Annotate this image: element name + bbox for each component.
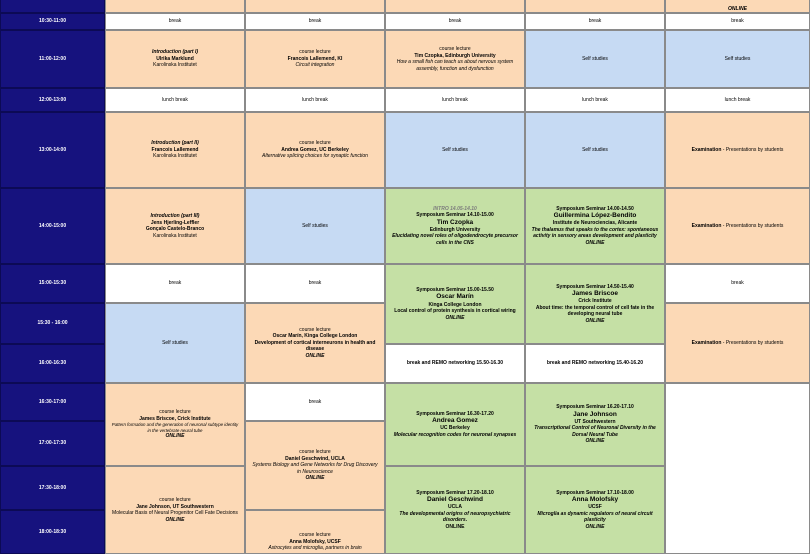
lecturer-name: James Briscoe, Crick Institute: [139, 415, 211, 422]
tue-marin-lecture: [245, 303, 385, 383]
lecture-type: course lecture: [299, 49, 331, 56]
thu-johnson-symposium: [525, 383, 665, 466]
wed-czopka-lecture: [385, 30, 525, 88]
exam-label: Examination: [691, 339, 722, 346]
speaker-name: Tim Czopka: [436, 218, 474, 226]
online-label: ONLINE: [445, 314, 465, 321]
wed-czopka-symposium: [385, 188, 525, 264]
symposium-header: Symposium Seminar 16.30-17.20: [416, 410, 494, 417]
symposium-header: Symposium Seminar 14.50-15.40: [556, 283, 634, 290]
institution: UC Berkeley: [440, 425, 470, 432]
lecturer-name: Francois Lallemend, KI: [287, 55, 343, 62]
lecture-topic: Molecular Basis of Neural Progenitor Cell Fate Decisions: [112, 510, 238, 516]
wed-geschwind-symposium: [385, 466, 525, 554]
exam-text: - Presentations by students: [721, 222, 784, 229]
lecture-title: Introduction (part I): [151, 49, 199, 56]
institution: Institute de Neurociencias, Alicante: [552, 220, 638, 227]
lecture-type: course lecture: [159, 409, 191, 416]
talk-topic: Local control of protein synthesis in cortical wiring: [394, 308, 516, 315]
lecture-topic: Alternative splicing choices for synaptic function: [262, 153, 368, 160]
break-cell: break: [245, 13, 385, 30]
break-cell: break: [105, 13, 245, 30]
intro-note: INTRO 14.05-14.10: [433, 205, 477, 212]
lecture-topic: Development of cortical interneurons in health and disease: [254, 339, 376, 353]
online-label: ONLINE: [165, 516, 185, 523]
symposium-header: Symposium Seminar 14.00-14.50: [556, 205, 634, 212]
online-label: ONLINE: [585, 438, 605, 445]
break-cell: break: [385, 13, 525, 30]
speaker-name: Jane Johnson: [573, 410, 617, 418]
talk-topic: The thalamus that speaks to the cortex: spontaneous activity in sensory areas development and plasticity: [531, 226, 659, 240]
lecture-type: course lecture: [439, 46, 471, 52]
break-cell: break: [665, 264, 810, 303]
wed-gomez-symposium: [385, 383, 525, 466]
lecture-title: Introduction (part II): [151, 140, 199, 147]
online-label: ONLINE: [585, 239, 605, 246]
tue-lallemend-lecture: [245, 30, 385, 88]
institution: Karolinska Institutet: [153, 62, 197, 69]
online-label: ONLINE: [305, 475, 325, 482]
time-slot: 16:30-17:00: [0, 383, 105, 421]
lecture-type: course lecture: [299, 140, 331, 147]
mon-top-cell: [105, 0, 245, 13]
remo-label: break and REMO networking 15.50-16.30: [406, 360, 504, 367]
time-slot: 15:30 - 16:00: [0, 303, 105, 344]
lecture-topic: Pattern formation and the generation of neuronal subtype identity in the vertebrate neural tube: [111, 422, 239, 433]
fri-exam-3: [665, 303, 810, 383]
institution: UCSF: [588, 504, 602, 511]
mon-briscoe-lecture: [105, 383, 245, 466]
tue-top-cell: [245, 0, 385, 13]
institution: Karolinska Institutet: [153, 232, 197, 239]
time-slot: 14:00-15:00: [0, 188, 105, 264]
time-slot: 13:00-14:00: [0, 112, 105, 188]
lecturer-name: Ulrika Marklund: [156, 55, 194, 62]
institution: UCLA: [448, 504, 462, 511]
wed-marin-symposium: [385, 264, 525, 344]
lunch-cell: lunch break: [385, 88, 525, 112]
break-cell: break: [245, 264, 385, 303]
lecturer-name: Francois Lallemend: [151, 146, 199, 153]
speaker-name: Guillermina López-Bendito: [553, 212, 637, 220]
lecture-topic: Astrocytes and microglia, partners in brain: [268, 545, 362, 551]
time-slot: 16:00-16:30: [0, 344, 105, 383]
time-slot: 18:00-18:30: [0, 510, 105, 554]
lunch-cell: lunch break: [525, 88, 665, 112]
lecturer-name: Jane Johnson, UT Southwestern: [136, 503, 214, 510]
lunch-cell: lunch break: [245, 88, 385, 112]
institution: Karolinska Institutet: [153, 153, 197, 160]
lecture-type: course lecture: [299, 326, 331, 333]
thu-molofsky-symposium: [525, 466, 665, 554]
time-slot: 10:30-11:00: [0, 13, 105, 30]
lecturer-name: Anna Molofsky, UCSF: [289, 538, 341, 545]
break-cell: break: [525, 13, 665, 30]
online-label: ONLINE: [585, 523, 605, 530]
lecture-topic: Systems Biology and Gene Networks for Drug Discovery in Neuroscience: [252, 462, 378, 475]
mon-intro-2: [105, 112, 245, 188]
thu-briscoe-symposium: [525, 264, 665, 344]
talk-topic: About time: the temporal control of cell fate in the developing neural tube: [535, 304, 655, 318]
speaker-name: Daniel Geschwind: [427, 496, 483, 504]
time-slot: 17:30-18:00: [0, 466, 105, 510]
symposium-header: Symposium Seminar 17.10-18.00: [556, 489, 634, 496]
lecturer-name: Gonçalo Castelo-Branco: [145, 226, 205, 232]
speaker-name: Oscar Marín: [436, 293, 474, 301]
symposium-header: Symposium Seminar 16.20-17.10: [556, 404, 634, 411]
exam-text: - Presentations by students: [721, 339, 784, 346]
speaker-name: Andrea Gomez: [432, 417, 478, 425]
institution: Edinburgh University: [429, 226, 481, 233]
online-label: ONLINE: [305, 352, 325, 359]
time-slot: 12:00-13:00: [0, 88, 105, 112]
lecturer-name: Jens Hjerling-Leffler: [150, 219, 200, 226]
institution: UT Southwestern: [574, 418, 616, 425]
online-label: ONLINE: [585, 317, 605, 324]
time-slot: 17:00-17:30: [0, 421, 105, 466]
speaker-name: James Briscoe: [572, 290, 618, 298]
exam-label: Examination: [691, 146, 722, 153]
thu-remo-networking: [525, 344, 665, 383]
exam-text: - Presentations by students: [721, 146, 784, 153]
wed-top-cell: [385, 0, 525, 13]
lecture-topic: Circuit integration: [295, 62, 335, 69]
self-studies-cell: Self studies: [245, 188, 385, 264]
lecture-topic: How a small fish can teach us about nervous system assembly, function and dysfunction: [396, 59, 514, 72]
mon-intro-1: [105, 30, 245, 88]
mon-intro-3: [105, 188, 245, 264]
symposium-header: Symposium Seminar 15.00-15.50: [416, 286, 494, 293]
talk-topic: Elucidating novel roles of oligodendrocyte precursor cells in the CNS: [392, 233, 518, 246]
lecture-type: course lecture: [159, 497, 191, 503]
symposium-header: Symposium Seminar 14.10-15.00: [416, 212, 494, 219]
time-slot: 11:00-12:00: [0, 30, 105, 88]
thu-top-cell: [525, 0, 665, 13]
lecture-type: course lecture: [299, 449, 331, 456]
talk-topic: Microglia as dynamic regulators of neural circuit plasticity: [537, 510, 653, 524]
thu-lopez-symposium: [525, 188, 665, 264]
fri-exam-1: [665, 112, 810, 188]
talk-topic: Transcriptional Control of Neuronal Diversity in the Dorsal Neural Tube: [534, 425, 656, 438]
tue-geschwind-lecture: [245, 421, 385, 510]
online-label: ONLINE: [728, 5, 747, 12]
fri-top-cell: [665, 0, 810, 13]
break-cell: break: [665, 13, 810, 30]
talk-topic: The developmental origins of neuropsychiatric disorders.: [399, 510, 511, 524]
mon-johnson-lecture: [105, 466, 245, 554]
tue-gomez-lecture: [245, 112, 385, 188]
lecturer-name: Oscar Marín, Kinga College London: [272, 333, 358, 340]
lecturer-name: Tim Czopka, Edinburgh University: [414, 52, 496, 59]
lecture-type: course lecture: [299, 532, 331, 538]
time-slot: 15:00-15:30: [0, 264, 105, 303]
online-label: ONLINE: [165, 433, 185, 440]
time-cell-top: [0, 0, 105, 13]
lecture-title: Introduction (part III): [150, 213, 200, 219]
online-label: ONLINE: [445, 523, 465, 530]
tue-molofsky-lecture: [245, 510, 385, 554]
self-studies-cell: Self studies: [385, 112, 525, 188]
self-studies-cell: Self studies: [525, 112, 665, 188]
lecturer-name: Daniel Geschwind, UCLA: [285, 455, 345, 462]
lunch-cell: lunch break: [105, 88, 245, 112]
talk-topic: Molecular recognition codes for neuronal synapses: [393, 431, 517, 438]
break-cell: break: [245, 383, 385, 421]
fri-exam-2: [665, 188, 810, 264]
self-studies-cell: Self studies: [665, 30, 810, 88]
fri-empty-cell: [665, 383, 810, 554]
wed-remo-networking: [385, 344, 525, 383]
symposium-header: Symposium Seminar 17.20-18.10: [416, 489, 494, 496]
exam-label: Examination: [691, 222, 722, 229]
remo-label: break and REMO networking 15.40-16.20: [546, 360, 644, 367]
self-studies-cell: Self studies: [525, 30, 665, 88]
break-cell: break: [105, 264, 245, 303]
lunch-cell: lunch break: [665, 88, 810, 112]
lecturer-name: Andrea Gomez, UC Berkeley: [281, 146, 349, 153]
institution: Crick Institute: [578, 298, 612, 305]
institution: Kinga College London: [428, 301, 482, 308]
speaker-name: Anna Molofsky: [571, 496, 619, 504]
self-studies-cell: Self studies: [105, 303, 245, 383]
